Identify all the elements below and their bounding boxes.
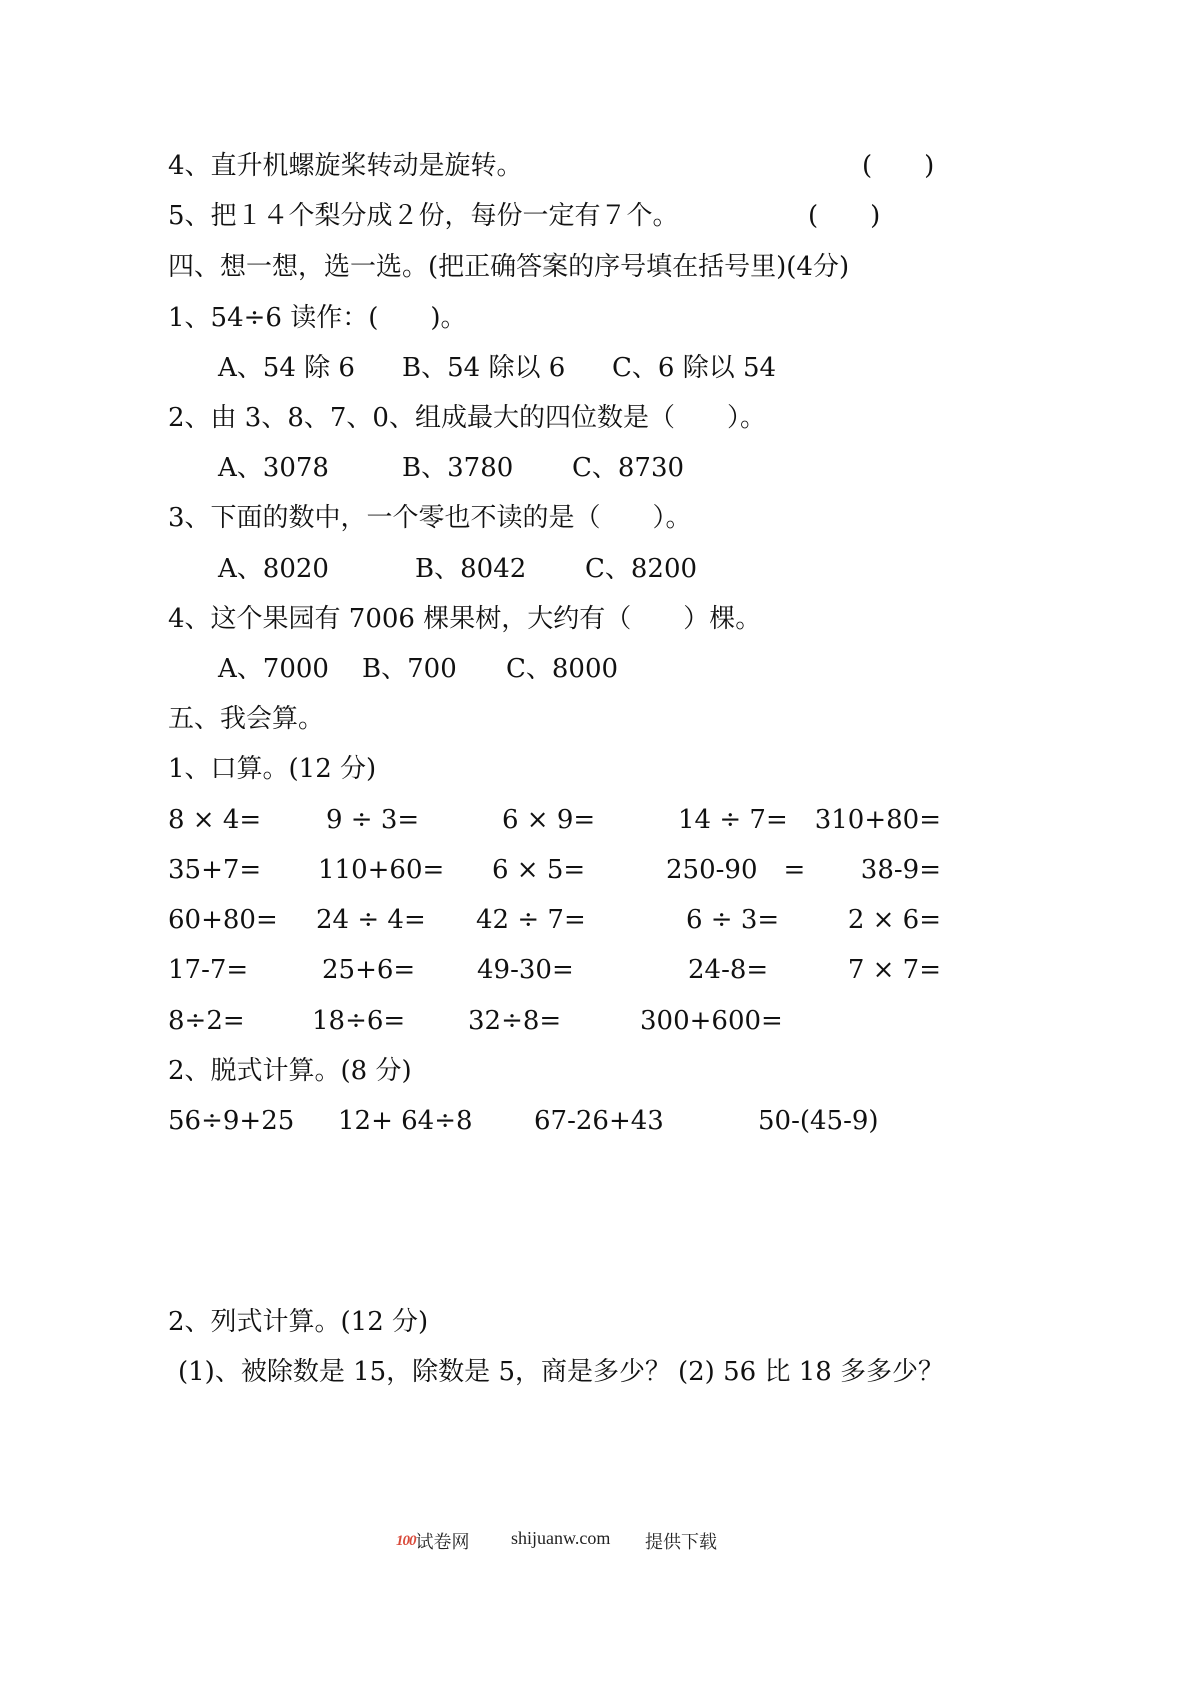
s4-q4-option-a: A、7000	[218, 654, 329, 684]
oral-item: 25+6=	[322, 955, 416, 985]
site-name: 试卷网	[415, 1532, 470, 1552]
oral-item: 60+80=	[168, 905, 278, 935]
judge-q4: 4、直升机螺旋桨转动是旋转。	[168, 151, 523, 181]
section5-title: 五、我会算。	[168, 704, 325, 734]
site-logo: 100	[396, 1533, 416, 1549]
oral-item: 310+80=	[814, 805, 941, 835]
s4-q3-option-c: C、8200	[585, 554, 698, 584]
s4-q4-option-b: B、700	[362, 654, 457, 684]
s4-q4: 4、这个果园有 7006 棵果树，大约有（ ）棵。	[168, 604, 762, 634]
oral-item: 2 × 6=	[847, 905, 941, 935]
s4-q1: 1、54÷6 读作：( )。	[168, 303, 467, 333]
judge-q4-answer-paren: ( )	[862, 151, 935, 181]
oral-item: 6 × 9=	[502, 805, 596, 835]
oral-item: 24-8=	[688, 955, 769, 985]
oral-item: 17-7=	[168, 955, 249, 985]
step-calc-item: 56÷9+25	[168, 1106, 295, 1136]
s4-q1-option-c: C、6 除以 54	[612, 353, 777, 383]
s4-q1-option-a: A、54 除 6	[218, 353, 355, 383]
step-calc-item: 50-(45-9)	[758, 1106, 879, 1136]
oral-item: 7 × 7=	[847, 955, 941, 985]
s4-q1-option-b: B、54 除以 6	[402, 353, 566, 383]
oral-item: 6 × 5=	[492, 855, 586, 885]
oral-item: 250-90 =	[666, 855, 806, 885]
oral-item: 49-30=	[477, 955, 574, 985]
s4-q4-option-c: C、8000	[506, 654, 619, 684]
s4-q2-option-b: B、3780	[402, 453, 514, 483]
oral-item: 9 ÷ 3=	[326, 805, 420, 835]
step-calc-item: 12+ 64÷8	[338, 1106, 473, 1136]
oral-item: 35+7=	[168, 855, 262, 885]
footer-brand	[396, 1528, 470, 1554]
oral-item: 38-9=	[860, 855, 941, 885]
oral-item: 6 ÷ 3=	[686, 905, 780, 935]
oral-item: 18÷6=	[312, 1006, 406, 1036]
footer-url[interactable]: shijuanw.com	[511, 1528, 611, 1548]
oral-item: 300+600=	[640, 1006, 783, 1036]
column-calc-q1: (1)、被除数是 15，除数是 5，商是多少？	[178, 1357, 671, 1387]
oral-item: 24 ÷ 4=	[316, 905, 426, 935]
judge-q5: 5、把１４个梨分成２份，每份一定有７个。	[168, 201, 679, 231]
column-calc-title: 2、列式计算。(12 分)	[168, 1307, 429, 1337]
oral-item: 42 ÷ 7=	[476, 905, 586, 935]
s4-q2-option-a: A、3078	[218, 453, 329, 483]
s4-q2: 2、由 3、8、7、0、组成最大的四位数是（ ）。	[168, 403, 766, 433]
footer-note: 提供下载	[645, 1532, 717, 1552]
oral-item: 8 × 4=	[168, 805, 262, 835]
s4-q3-option-b: B、8042	[415, 554, 527, 584]
oral-item: 8÷2=	[168, 1006, 245, 1036]
column-calc-q2: (2) 56 比 18 多多少？	[678, 1357, 945, 1387]
oral-item: 32÷8=	[468, 1006, 562, 1036]
section4-title: 四、想一想，选一选。(把正确答案的序号填在括号里)(4分)	[168, 252, 850, 282]
oral-item: 14 ÷ 7=	[678, 805, 788, 835]
s4-q3-option-a: A、8020	[218, 554, 329, 584]
step-calc-title: 2、脱式计算。(8 分)	[168, 1056, 412, 1086]
judge-q5-answer-paren: ( )	[808, 201, 881, 231]
oral-item: 110+60=	[318, 855, 445, 885]
s4-q2-option-c: C、8730	[572, 453, 685, 483]
step-calc-item: 67-26+43	[534, 1106, 664, 1136]
oral-calc-title: 1、口算。(12 分)	[168, 754, 377, 784]
s4-q3: 3、下面的数中，一个零也不读的是（ ）。	[168, 503, 692, 533]
